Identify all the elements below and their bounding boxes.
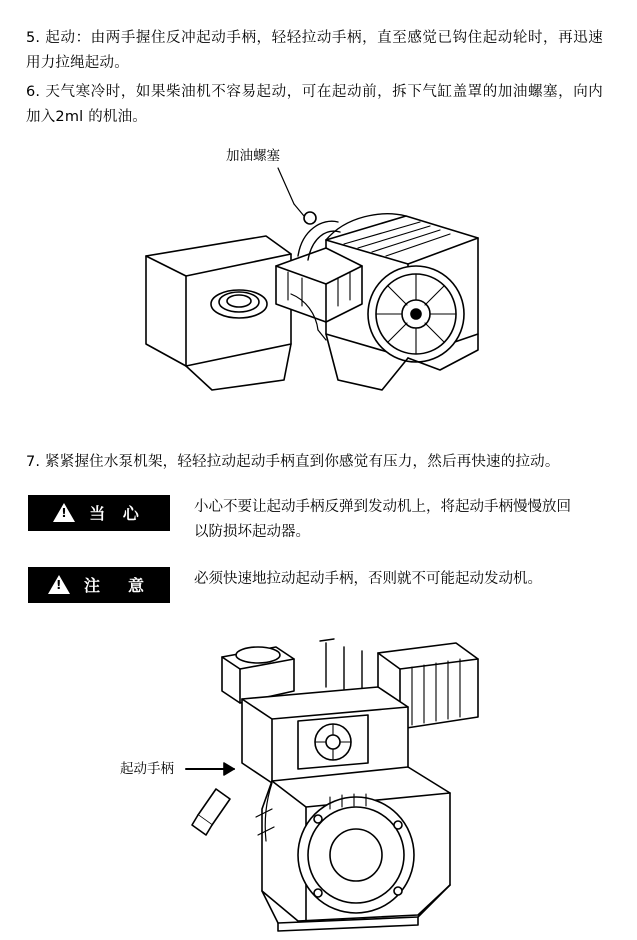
notice-caution-badge xyxy=(28,495,170,531)
notice-attention-heading: 注 意 xyxy=(83,576,150,596)
warning-triangle-icon xyxy=(48,575,70,594)
notice-caution xyxy=(26,495,603,545)
notice-attention-body: 必须快速地拉动起动手柄，否则就不可能起动发动机。 xyxy=(194,570,542,587)
notice-attention xyxy=(26,567,603,603)
paragraph-6: 6. 天气寒冷时，如果柴油机不容易起动，可在起动前，拆下气缸盖罩的加油螺塞，向内加入2ml 的机油。 xyxy=(26,83,603,125)
notice-caution-heading: 当 心 xyxy=(89,504,145,524)
figure-diesel-engine-front xyxy=(26,629,603,939)
figure1-label-oil-plug: 加油螺塞 xyxy=(226,147,280,164)
figure-diesel-engine-top xyxy=(26,144,603,444)
figure2-drawing xyxy=(26,629,626,939)
paragraph-7: 7. 紧紧握住水泵机架，轻轻拉动起动手柄直到你感觉有压力，然后再快速的拉动。 xyxy=(26,453,560,470)
figure2-label-starter-handle: 起动手柄 xyxy=(120,760,174,777)
warning-triangle-icon xyxy=(53,503,75,522)
notice-caution-body: 小心不要让起动手柄反弹到发动机上，将起动手柄慢慢放回以防损坏起动器。 xyxy=(194,498,571,540)
paragraph-5: 5. 起动：由两手握住反冲起动手柄，轻轻拉动手柄，直至感觉已钩住起动轮时，再迅速用力拉绳起动。 xyxy=(26,30,603,71)
figure1-drawing xyxy=(26,144,626,444)
notice-attention-badge xyxy=(28,567,170,603)
